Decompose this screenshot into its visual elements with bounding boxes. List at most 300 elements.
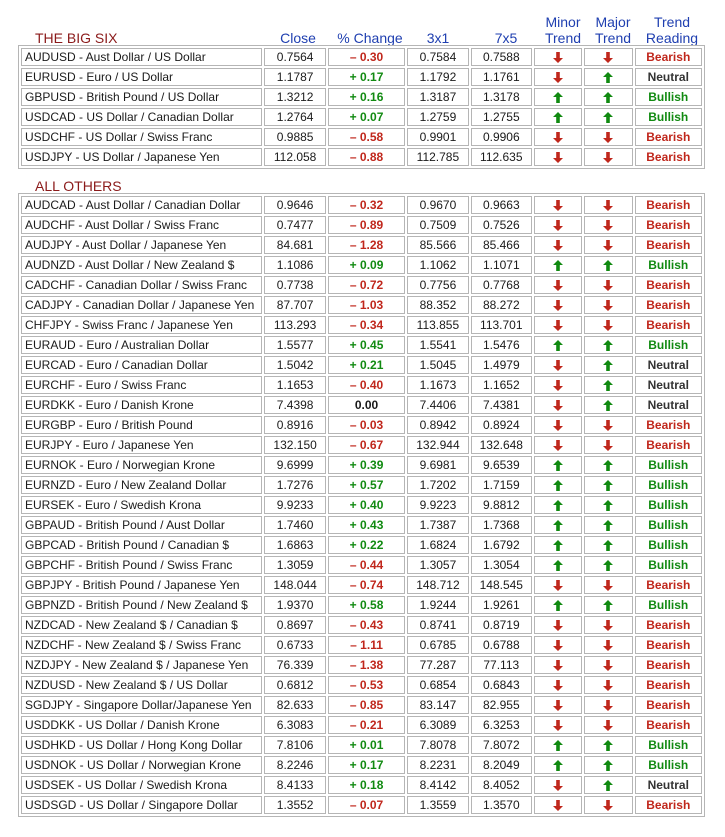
- close-value: 0.9646: [264, 196, 325, 214]
- all-others-body: [21, 196, 702, 814]
- down-arrow-icon: [603, 680, 613, 691]
- minor-trend-cell: [534, 396, 582, 414]
- ma-3x1-value: 0.7509: [407, 216, 468, 234]
- ma-3x1-value: 77.287: [407, 656, 468, 674]
- major-trend-cell: [584, 216, 632, 234]
- close-value: 1.7460: [264, 516, 325, 534]
- ma-3x1-value: 1.3057: [407, 556, 468, 574]
- minor-trend-cell: [534, 736, 582, 754]
- header-major-trend: [588, 14, 638, 46]
- down-arrow-icon: [553, 360, 563, 371]
- down-arrow-icon: [553, 280, 563, 291]
- trend-reading-value: Bullish: [635, 536, 702, 554]
- table-row: [21, 556, 702, 574]
- close-value: 112.058: [264, 148, 325, 166]
- minor-trend-cell: [534, 796, 582, 814]
- close-value: 132.150: [264, 436, 325, 454]
- down-arrow-icon: [553, 680, 563, 691]
- down-arrow-icon: [553, 300, 563, 311]
- pair-name: CHFJPY - Swiss Franc / Japanese Yen: [21, 316, 262, 334]
- minor-trend-cell: [534, 48, 582, 66]
- pair-name: USDNOK - US Dollar / Norwegian Krone: [21, 756, 262, 774]
- table-row: [21, 676, 702, 694]
- trend-reading-value: Bullish: [635, 108, 702, 126]
- table-row: [21, 416, 702, 434]
- down-arrow-icon: [553, 700, 563, 711]
- ma-7x5-value: 148.545: [471, 576, 532, 594]
- up-arrow-icon: [603, 520, 613, 531]
- ma-7x5-value: 7.8072: [471, 736, 532, 754]
- up-arrow-icon: [603, 560, 613, 571]
- up-arrow-icon: [553, 740, 563, 751]
- down-arrow-icon: [553, 580, 563, 591]
- major-trend-cell: [584, 556, 632, 574]
- major-trend-cell: [584, 68, 632, 86]
- minor-trend-cell: [534, 196, 582, 214]
- minor-trend-cell: [534, 516, 582, 534]
- down-arrow-icon: [603, 280, 613, 291]
- pair-name: EURSEK - Euro / Swedish Krona: [21, 496, 262, 514]
- ma-7x5-value: 7.4381: [471, 396, 532, 414]
- ma-3x1-value: 6.3089: [407, 716, 468, 734]
- close-value: 76.339: [264, 656, 325, 674]
- up-arrow-icon: [603, 480, 613, 491]
- trend-reading-value: Bearish: [635, 276, 702, 294]
- close-value: 1.3059: [264, 556, 325, 574]
- close-value: 1.7276: [264, 476, 325, 494]
- ma-7x5-value: 112.635: [471, 148, 532, 166]
- minor-trend-cell: [534, 256, 582, 274]
- close-value: 113.293: [264, 316, 325, 334]
- up-arrow-icon: [603, 360, 613, 371]
- major-trend-cell: [584, 396, 632, 414]
- ma-7x5-value: 0.7526: [471, 216, 532, 234]
- up-arrow-icon: [553, 520, 563, 531]
- down-arrow-icon: [553, 400, 563, 411]
- up-arrow-icon: [553, 460, 563, 471]
- table-row: [21, 128, 702, 146]
- table-row: [21, 516, 702, 534]
- up-arrow-icon: [603, 260, 613, 271]
- down-arrow-icon: [603, 620, 613, 631]
- ma-3x1-value: 1.7202: [407, 476, 468, 494]
- ma-7x5-value: 0.9663: [471, 196, 532, 214]
- ma-7x5-value: 0.7588: [471, 48, 532, 66]
- percent-change-value: – 0.85: [328, 696, 405, 714]
- table-row: [21, 436, 702, 454]
- percent-change-value: – 0.88: [328, 148, 405, 166]
- ma-3x1-value: 8.2231: [407, 756, 468, 774]
- table-row: [21, 776, 702, 794]
- major-trend-cell: [584, 236, 632, 254]
- close-value: 0.7477: [264, 216, 325, 234]
- trend-reading-value: Bearish: [635, 796, 702, 814]
- table-row: [21, 296, 702, 314]
- ma-3x1-value: 0.9670: [407, 196, 468, 214]
- trend-reading-value: Bearish: [635, 576, 702, 594]
- pair-name: EURUSD - Euro / US Dollar: [21, 68, 262, 86]
- pair-name: AUDCHF - Aust Dollar / Swiss Franc: [21, 216, 262, 234]
- close-value: 1.3212: [264, 88, 325, 106]
- ma-7x5-value: 88.272: [471, 296, 532, 314]
- header-minor-trend-line1: Minor: [545, 14, 581, 30]
- minor-trend-cell: [534, 716, 582, 734]
- up-arrow-icon: [603, 780, 613, 791]
- pair-name: AUDUSD - Aust Dollar / US Dollar: [21, 48, 262, 66]
- table-row: [21, 696, 702, 714]
- trend-reading-value: Bearish: [635, 676, 702, 694]
- percent-change-value: – 0.89: [328, 216, 405, 234]
- ma-3x1-value: 112.785: [407, 148, 468, 166]
- down-arrow-icon: [553, 72, 563, 83]
- section-title-all-others: ALL OTHERS: [35, 178, 122, 194]
- close-value: 9.9233: [264, 496, 325, 514]
- down-arrow-icon: [553, 800, 563, 811]
- down-arrow-icon: [603, 800, 613, 811]
- minor-trend-cell: [534, 696, 582, 714]
- minor-trend-cell: [534, 336, 582, 354]
- minor-trend-cell: [534, 476, 582, 494]
- major-trend-cell: [584, 276, 632, 294]
- table-row: [21, 456, 702, 474]
- minor-trend-cell: [534, 436, 582, 454]
- header-percent-change: % Change: [337, 30, 403, 46]
- up-arrow-icon: [603, 760, 613, 771]
- trend-reading-value: Bullish: [635, 516, 702, 534]
- trend-reading-value: Bearish: [635, 196, 702, 214]
- pair-name: EURNOK - Euro / Norwegian Krone: [21, 456, 262, 474]
- header-3x1: 3x1: [426, 30, 450, 46]
- table-row: [21, 656, 702, 674]
- major-trend-cell: [584, 776, 632, 794]
- down-arrow-icon: [553, 780, 563, 791]
- table-row: [21, 148, 702, 166]
- table-row: [21, 636, 702, 654]
- percent-change-value: + 0.16: [328, 88, 405, 106]
- pair-name: EURCHF - Euro / Swiss Franc: [21, 376, 262, 394]
- pair-name: USDJPY - US Dollar / Japanese Yen: [21, 148, 262, 166]
- down-arrow-icon: [553, 620, 563, 631]
- minor-trend-cell: [534, 556, 582, 574]
- pair-name: GBPUSD - British Pound / US Dollar: [21, 88, 262, 106]
- ma-7x5-value: 1.7159: [471, 476, 532, 494]
- close-value: 8.4133: [264, 776, 325, 794]
- minor-trend-cell: [534, 216, 582, 234]
- ma-3x1-value: 1.6824: [407, 536, 468, 554]
- close-value: 0.8697: [264, 616, 325, 634]
- major-trend-cell: [584, 356, 632, 374]
- trend-reading-value: Bullish: [635, 756, 702, 774]
- table-row: [21, 596, 702, 614]
- ma-7x5-value: 9.8812: [471, 496, 532, 514]
- table-row: [21, 536, 702, 554]
- trend-reading-value: Bearish: [635, 716, 702, 734]
- table-row: [21, 736, 702, 754]
- minor-trend-cell: [534, 316, 582, 334]
- down-arrow-icon: [553, 660, 563, 671]
- pair-name: AUDNZD - Aust Dollar / New Zealand $: [21, 256, 262, 274]
- up-arrow-icon: [553, 260, 563, 271]
- minor-trend-cell: [534, 128, 582, 146]
- ma-3x1-value: 85.566: [407, 236, 468, 254]
- minor-trend-cell: [534, 756, 582, 774]
- major-trend-cell: [584, 716, 632, 734]
- trend-reading-value: Bearish: [635, 436, 702, 454]
- ma-3x1-value: 7.4406: [407, 396, 468, 414]
- major-trend-cell: [584, 256, 632, 274]
- close-value: 6.3083: [264, 716, 325, 734]
- ma-3x1-value: 83.147: [407, 696, 468, 714]
- ma-3x1-value: 8.4142: [407, 776, 468, 794]
- percent-change-value: – 0.32: [328, 196, 405, 214]
- table-row: [21, 108, 702, 126]
- close-value: 1.3552: [264, 796, 325, 814]
- percent-change-value: + 0.17: [328, 68, 405, 86]
- up-arrow-icon: [603, 92, 613, 103]
- up-arrow-icon: [603, 380, 613, 391]
- percent-change-value: + 0.18: [328, 776, 405, 794]
- close-value: 1.5042: [264, 356, 325, 374]
- major-trend-cell: [584, 336, 632, 354]
- ma-7x5-value: 85.466: [471, 236, 532, 254]
- up-arrow-icon: [553, 760, 563, 771]
- percent-change-value: + 0.40: [328, 496, 405, 514]
- trend-reading-value: Bearish: [635, 316, 702, 334]
- up-arrow-icon: [603, 72, 613, 83]
- up-arrow-icon: [553, 480, 563, 491]
- major-trend-cell: [584, 536, 632, 554]
- major-trend-cell: [584, 576, 632, 594]
- ma-7x5-value: 8.4052: [471, 776, 532, 794]
- close-value: 1.5577: [264, 336, 325, 354]
- trend-reading-value: Bullish: [635, 456, 702, 474]
- up-arrow-icon: [603, 540, 613, 551]
- trend-reading-value: Bearish: [635, 696, 702, 714]
- percent-change-value: – 0.30: [328, 48, 405, 66]
- table-row: [21, 316, 702, 334]
- trend-reading-value: Bullish: [635, 556, 702, 574]
- table-row: [21, 616, 702, 634]
- percent-change-value: – 0.43: [328, 616, 405, 634]
- up-arrow-icon: [603, 340, 613, 351]
- header-7x5: 7x5: [494, 30, 518, 46]
- table-row: [21, 576, 702, 594]
- ma-7x5-value: 1.3570: [471, 796, 532, 814]
- close-value: 0.6733: [264, 636, 325, 654]
- minor-trend-cell: [534, 616, 582, 634]
- pair-name: EURCAD - Euro / Canadian Dollar: [21, 356, 262, 374]
- down-arrow-icon: [553, 380, 563, 391]
- major-trend-cell: [584, 376, 632, 394]
- minor-trend-cell: [534, 108, 582, 126]
- ma-7x5-value: 113.701: [471, 316, 532, 334]
- pair-name: CADJPY - Canadian Dollar / Japanese Yen: [21, 296, 262, 314]
- trend-reading-value: Bearish: [635, 236, 702, 254]
- table-row: [21, 236, 702, 254]
- ma-7x5-value: 0.8719: [471, 616, 532, 634]
- percent-change-value: – 1.28: [328, 236, 405, 254]
- major-trend-cell: [584, 676, 632, 694]
- ma-7x5-value: 9.6539: [471, 456, 532, 474]
- ma-3x1-value: 7.8078: [407, 736, 468, 754]
- header-major-trend-line1: Major: [595, 14, 631, 30]
- trend-reading-value: Bearish: [635, 148, 702, 166]
- down-arrow-icon: [603, 132, 613, 143]
- section-title-big-six: THE BIG SIX: [35, 30, 118, 46]
- down-arrow-icon: [603, 300, 613, 311]
- header-trend-reading: [640, 14, 704, 46]
- trend-reading-value: Bullish: [635, 476, 702, 494]
- trend-reading-value: Neutral: [635, 376, 702, 394]
- table-row: [21, 276, 702, 294]
- major-trend-cell: [584, 416, 632, 434]
- table-row: [21, 476, 702, 494]
- up-arrow-icon: [603, 600, 613, 611]
- ma-3x1-value: 0.8942: [407, 416, 468, 434]
- ma-7x5-value: 82.955: [471, 696, 532, 714]
- ma-7x5-value: 1.7368: [471, 516, 532, 534]
- table-row: [21, 796, 702, 814]
- minor-trend-cell: [534, 88, 582, 106]
- minor-trend-cell: [534, 776, 582, 794]
- close-value: 1.1086: [264, 256, 325, 274]
- ma-7x5-value: 0.6788: [471, 636, 532, 654]
- ma-7x5-value: 0.7768: [471, 276, 532, 294]
- down-arrow-icon: [553, 240, 563, 251]
- ma-3x1-value: 113.855: [407, 316, 468, 334]
- pair-name: USDCAD - US Dollar / Canadian Dollar: [21, 108, 262, 126]
- ma-3x1-value: 9.6981: [407, 456, 468, 474]
- ma-7x5-value: 0.6843: [471, 676, 532, 694]
- percent-change-value: – 0.67: [328, 436, 405, 454]
- ma-7x5-value: 1.2755: [471, 108, 532, 126]
- ma-3x1-value: 1.1792: [407, 68, 468, 86]
- pair-name: NZDUSD - New Zealand $ / US Dollar: [21, 676, 262, 694]
- pair-name: USDHKD - US Dollar / Hong Kong Dollar: [21, 736, 262, 754]
- ma-3x1-value: 1.9244: [407, 596, 468, 614]
- down-arrow-icon: [603, 240, 613, 251]
- table-row: [21, 496, 702, 514]
- ma-3x1-value: 0.6785: [407, 636, 468, 654]
- major-trend-cell: [584, 596, 632, 614]
- up-arrow-icon: [603, 400, 613, 411]
- down-arrow-icon: [553, 52, 563, 63]
- ma-3x1-value: 1.1673: [407, 376, 468, 394]
- ma-7x5-value: 1.3054: [471, 556, 532, 574]
- trend-reading-value: Neutral: [635, 396, 702, 414]
- pair-name: NZDCAD - New Zealand $ / Canadian $: [21, 616, 262, 634]
- pair-name: EURDKK - Euro / Danish Krone: [21, 396, 262, 414]
- major-trend-cell: [584, 48, 632, 66]
- major-trend-cell: [584, 456, 632, 474]
- table-row: [21, 336, 702, 354]
- percent-change-value: + 0.39: [328, 456, 405, 474]
- ma-7x5-value: 1.3178: [471, 88, 532, 106]
- pair-name: GBPJPY - British Pound / Japanese Yen: [21, 576, 262, 594]
- percent-change-value: + 0.45: [328, 336, 405, 354]
- ma-7x5-value: 1.6792: [471, 536, 532, 554]
- trend-reading-value: Bearish: [635, 48, 702, 66]
- header-trend-reading-line1: Trend: [653, 14, 691, 30]
- down-arrow-icon: [553, 132, 563, 143]
- down-arrow-icon: [603, 320, 613, 331]
- header-major-trend-line2: Trend: [594, 30, 632, 46]
- down-arrow-icon: [603, 580, 613, 591]
- major-trend-cell: [584, 796, 632, 814]
- ma-7x5-value: 0.9906: [471, 128, 532, 146]
- pair-name: USDSEK - US Dollar / Swedish Krona: [21, 776, 262, 794]
- table-row: [21, 216, 702, 234]
- trend-reading-value: Bullish: [635, 88, 702, 106]
- pair-name: USDDKK - US Dollar / Danish Krone: [21, 716, 262, 734]
- pair-name: AUDJPY - Aust Dollar / Japanese Yen: [21, 236, 262, 254]
- percent-change-value: 0.00: [328, 396, 405, 414]
- ma-3x1-value: 1.5045: [407, 356, 468, 374]
- percent-change-value: + 0.17: [328, 756, 405, 774]
- up-arrow-icon: [553, 112, 563, 123]
- close-value: 84.681: [264, 236, 325, 254]
- ma-3x1-value: 0.6854: [407, 676, 468, 694]
- all-others-table: [18, 193, 705, 817]
- ma-7x5-value: 8.2049: [471, 756, 532, 774]
- up-arrow-icon: [553, 560, 563, 571]
- down-arrow-icon: [603, 152, 613, 163]
- table-row: [21, 196, 702, 214]
- pair-name: EURAUD - Euro / Australian Dollar: [21, 336, 262, 354]
- pair-name: EURNZD - Euro / New Zealand Dollar: [21, 476, 262, 494]
- minor-trend-cell: [534, 376, 582, 394]
- percent-change-value: + 0.43: [328, 516, 405, 534]
- up-arrow-icon: [603, 740, 613, 751]
- ma-7x5-value: 1.9261: [471, 596, 532, 614]
- minor-trend-cell: [534, 356, 582, 374]
- close-value: 148.044: [264, 576, 325, 594]
- pair-name: SGDJPY - Singapore Dollar/Japanese Yen: [21, 696, 262, 714]
- down-arrow-icon: [553, 200, 563, 211]
- table-row: [21, 68, 702, 86]
- header-minor-trend: [538, 14, 588, 46]
- minor-trend-cell: [534, 536, 582, 554]
- minor-trend-cell: [534, 416, 582, 434]
- up-arrow-icon: [553, 340, 563, 351]
- close-value: 87.707: [264, 296, 325, 314]
- trend-reading-value: Bearish: [635, 656, 702, 674]
- ma-3x1-value: 88.352: [407, 296, 468, 314]
- percent-change-value: – 0.44: [328, 556, 405, 574]
- minor-trend-cell: [534, 596, 582, 614]
- down-arrow-icon: [553, 320, 563, 331]
- pair-name: CADCHF - Canadian Dollar / Swiss Franc: [21, 276, 262, 294]
- pair-name: EURGBP - Euro / British Pound: [21, 416, 262, 434]
- trend-reading-value: Bullish: [635, 496, 702, 514]
- ma-7x5-value: 1.5476: [471, 336, 532, 354]
- ma-3x1-value: 0.7584: [407, 48, 468, 66]
- table-row: [21, 256, 702, 274]
- percent-change-value: – 1.03: [328, 296, 405, 314]
- header-trend-reading-line2: Reading: [645, 30, 699, 46]
- percent-change-value: – 0.21: [328, 716, 405, 734]
- close-value: 8.2246: [264, 756, 325, 774]
- pair-name: GBPNZD - British Pound / New Zealand $: [21, 596, 262, 614]
- pair-name: GBPCAD - British Pound / Canadian $: [21, 536, 262, 554]
- down-arrow-icon: [553, 152, 563, 163]
- table-row: [21, 396, 702, 414]
- trend-reading-value: Bullish: [635, 256, 702, 274]
- minor-trend-cell: [534, 276, 582, 294]
- down-arrow-icon: [603, 640, 613, 651]
- big-six-table: [18, 45, 705, 169]
- down-arrow-icon: [603, 220, 613, 231]
